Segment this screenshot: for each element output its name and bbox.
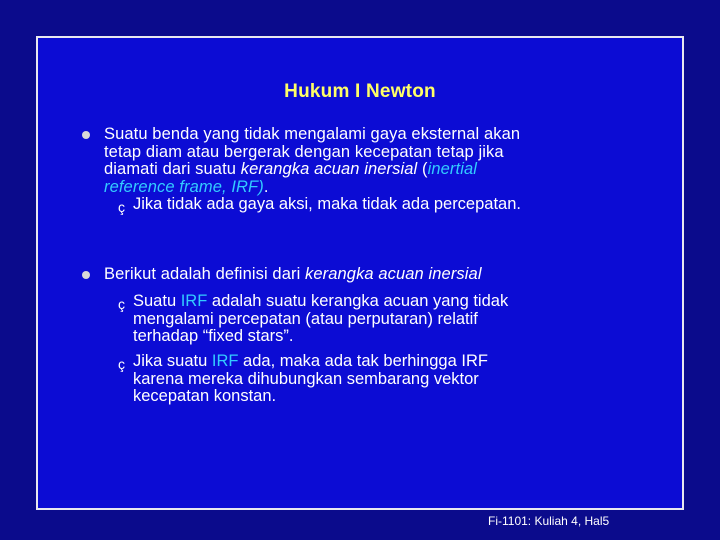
sub-1-text-c: adalah suatu kerangka acuan yang tidak: [207, 292, 509, 310]
bullet-1-sub-1: Jika tidak ada gaya aksi, maka tidak ada percepatan.: [133, 195, 521, 213]
bullet-2-text: [104, 266, 624, 284]
bullet-1-line-4: [104, 179, 624, 197]
bullet-2-line-1: Berikut adalah definisi dari: [104, 265, 306, 283]
bullet-1-line-3-text: diamati dari suatu: [104, 160, 241, 178]
sub-1-text-a: Suatu: [133, 292, 181, 310]
bullet-2-sub-2-line-3: kecepatan konstan.: [133, 387, 277, 405]
term-kerangka-acuan-inersial: kerangka acuan inersial: [240, 160, 418, 178]
term-kerangka-acuan-inersial-2: kerangka acuan inersial: [305, 265, 482, 283]
term-irf: IRF: [180, 292, 208, 310]
period: .: [263, 177, 269, 196]
bullet-1-text: [104, 126, 624, 196]
bullet-2-sub-2-line-1: [133, 353, 488, 371]
slide-title: Hukum I Newton: [284, 81, 436, 102]
arrow-icon: ç: [118, 296, 125, 312]
bullet-2-sub-2: [133, 353, 488, 406]
term-reference-frame: reference frame, IRF): [104, 177, 264, 196]
bullet-2-sub-1: [133, 293, 508, 346]
term-irf: IRF: [211, 352, 239, 370]
arrow-icon: ç: [118, 199, 125, 215]
bullet-icon: [82, 131, 92, 141]
bullet-1-line-3: [104, 161, 624, 179]
bullet-icon: [82, 271, 92, 281]
open-paren: (: [417, 160, 428, 178]
sub-2-text-a: Jika suatu: [133, 352, 212, 370]
arrow-icon: ç: [118, 356, 125, 372]
bullet-1-line-1: Suatu benda yang tidak mengalami gaya eksternal akan: [104, 125, 521, 143]
term-inertial: inertial: [427, 160, 477, 178]
bullet-2-sub-1-line-2: mengalami percepatan (atau perputaran) relatif: [133, 309, 478, 328]
bullet-2-sub-1-line-3: terhadap “fixed stars”.: [133, 327, 294, 345]
slide-footer: Fi-1101: Kuliah 4, Hal5: [488, 514, 610, 528]
bullet-2-sub-1-line-1: [133, 293, 508, 311]
sub-2-text-c: ada, maka ada tak berhingga IRF: [238, 352, 488, 370]
bullet-2-sub-2-line-2: karena mereka dihubungkan sembarang vektor: [133, 369, 479, 388]
bullet-1-line-2: tetap diam atau bergerak dengan kecepatan tetap jika: [104, 142, 504, 161]
